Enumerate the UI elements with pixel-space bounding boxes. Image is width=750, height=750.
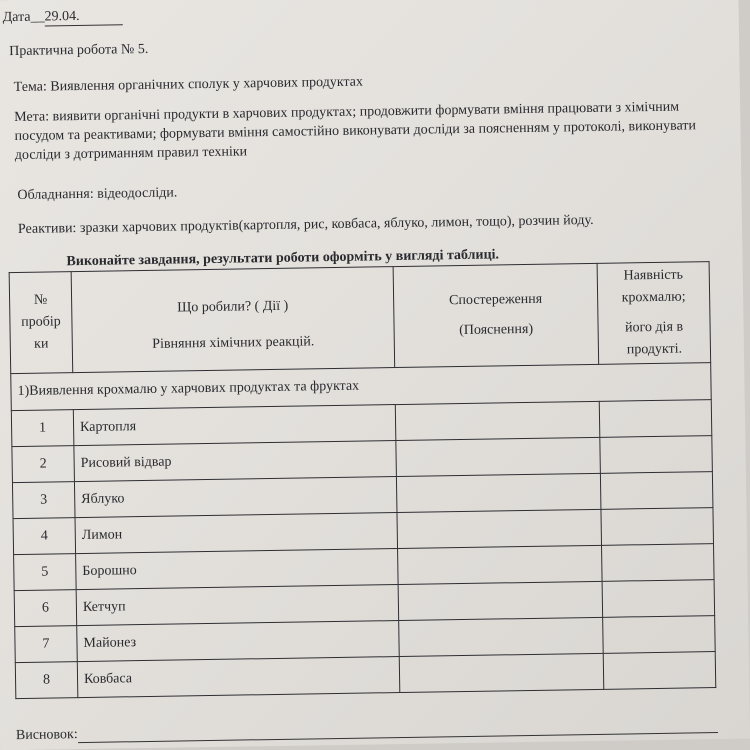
header-sample-number-label: № пробір ки: [21, 292, 61, 352]
row-starch-cell[interactable]: [602, 580, 715, 618]
row-number: 3: [12, 482, 75, 519]
row-starch-cell[interactable]: [601, 508, 714, 546]
header-starch: [597, 262, 711, 365]
row-starch-cell[interactable]: [600, 472, 713, 510]
goal-text: Мета: виявити органічні продукти в харчових продуктах; продовжити формувати вміння працювати з хімічним посудом та реактивами; формувати вміння самостійно виконувати досліди за поясненням у протоколі, виконувати досліди з дотриманням правил техніки: [14, 99, 697, 164]
table-header-row: [9, 262, 711, 374]
row-number: 6: [14, 590, 77, 627]
work-title: Практична робота № 5.: [9, 41, 149, 60]
row-product: Ковбаса: [77, 657, 400, 698]
conclusion-line: [16, 717, 718, 744]
row-product: Борошно: [76, 549, 399, 590]
row-number: 5: [14, 554, 77, 591]
row-number: 1: [11, 410, 74, 447]
row-starch-cell[interactable]: [603, 616, 716, 654]
row-observation-cell[interactable]: [396, 437, 601, 476]
reagents-text: Реактиви: зразки харчових продуктів(картопля, рис, ковбаса, яблуко, лимон, тощо), розчин йоду.: [17, 212, 594, 237]
row-starch-cell[interactable]: [603, 652, 716, 690]
row-number: 8: [15, 662, 78, 699]
results-table: [9, 261, 717, 699]
header-observations-label: Спостереження: [448, 291, 543, 309]
row-number: 2: [12, 446, 75, 483]
header-effect-label: його дія в продукті.: [625, 319, 684, 358]
row-number: 7: [15, 626, 78, 663]
row-product: Лимон: [75, 513, 398, 554]
row-observation-cell[interactable]: [398, 581, 603, 620]
task-instruction: Виконайте завдання, результати роботи оформіть у вигляді таблиці.: [66, 247, 500, 270]
row-starch-cell[interactable]: [600, 436, 713, 474]
row-product: Картопля: [73, 405, 396, 446]
row-observation-cell[interactable]: [397, 509, 602, 548]
date-line: [3, 8, 123, 27]
topic-text: Тема: Виявлення органічних сполук у харчових продуктах: [13, 74, 364, 96]
section-title: 1)Виявлення крохмалю у харчових продуктах та фруктах: [11, 363, 711, 411]
header-starch-label: Наявність крохмалю;: [621, 267, 686, 306]
header-sample-number: [9, 272, 73, 374]
row-starch-cell[interactable]: [602, 544, 715, 582]
header-actions: [71, 267, 395, 373]
equipment-text: Обладнання: відеодосліди.: [17, 185, 178, 203]
row-starch-cell[interactable]: [599, 400, 712, 438]
row-observation-cell[interactable]: [395, 401, 600, 440]
conclusion-blank[interactable]: [78, 720, 718, 743]
row-product: Кетчуп: [76, 585, 399, 626]
conclusion-label: Висновок:: [15, 727, 78, 744]
row-product: Майонез: [77, 621, 400, 662]
row-product: Яблуко: [74, 477, 397, 518]
date-value: 29.04.: [44, 8, 122, 26]
row-observation-cell[interactable]: [399, 653, 604, 692]
row-observation-cell[interactable]: [399, 617, 604, 656]
row-number: 4: [13, 518, 76, 555]
header-equations-label: Рівняння хімічних реакцій.: [152, 334, 315, 352]
row-product: Рисовий відвар: [74, 441, 397, 482]
header-observations: [393, 263, 599, 367]
row-observation-cell[interactable]: [396, 473, 601, 512]
date-label: Дата__: [2, 9, 45, 26]
header-actions-label: Що робили? ( Дії ): [177, 298, 289, 316]
header-explanation-label: (Пояснення): [459, 321, 534, 339]
row-observation-cell[interactable]: [398, 545, 603, 584]
